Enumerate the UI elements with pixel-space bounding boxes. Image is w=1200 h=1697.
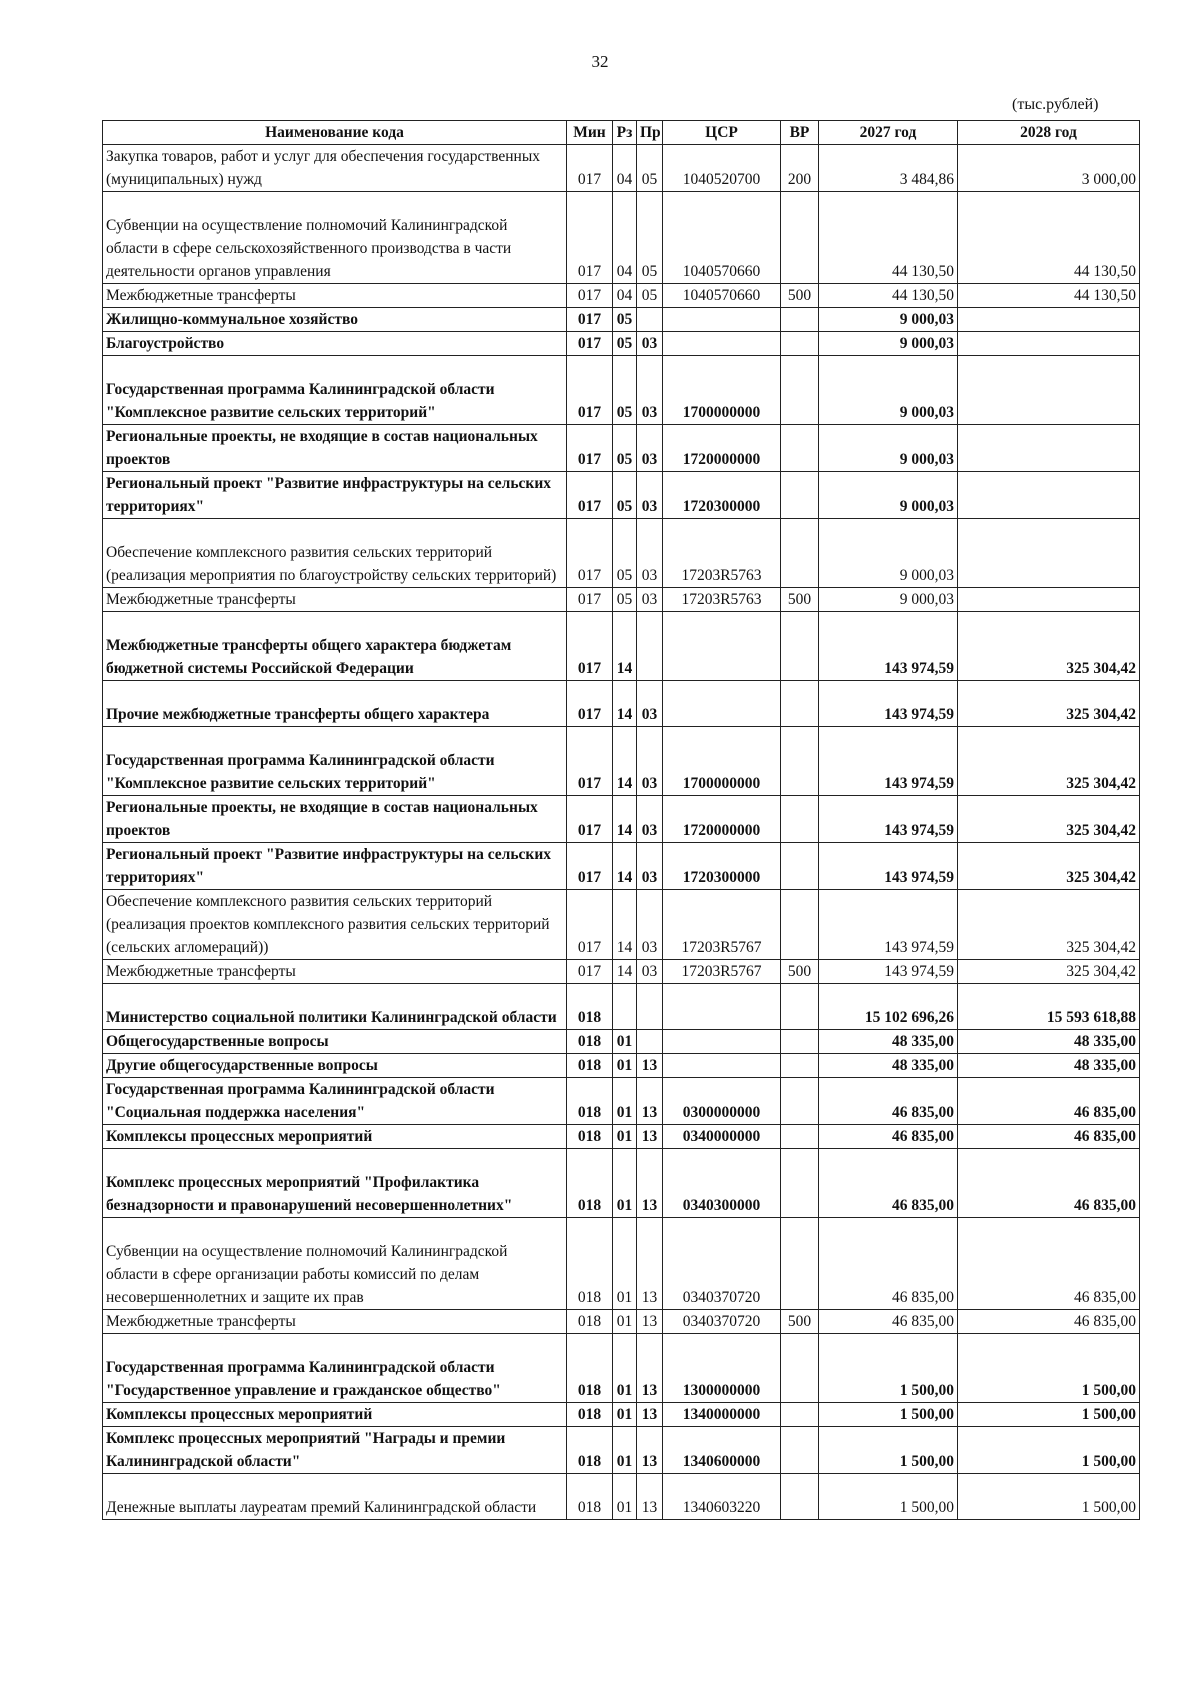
table-row [103, 425, 1140, 472]
cell-2028: 48 335,00 [958, 1054, 1140, 1078]
cell-2027: 46 835,00 [819, 1125, 958, 1149]
cell-2027: 44 130,50 [819, 284, 958, 308]
cell-name: Министерство социальной политики Калининградской области [103, 984, 567, 1030]
table-row [103, 1078, 1140, 1125]
cell-min: 018 [567, 984, 613, 1030]
col-header-2028: 2028 год [958, 121, 1140, 145]
cell-vr [781, 1218, 819, 1310]
cell-2028: 325 304,42 [958, 960, 1140, 984]
cell-2027: 9 000,03 [819, 425, 958, 472]
col-header-vr: ВР [781, 121, 819, 145]
cell-rz: 01 [613, 1427, 637, 1474]
table-row [103, 612, 1140, 681]
table-row [103, 1054, 1140, 1078]
table-row [103, 960, 1140, 984]
cell-min: 018 [567, 1054, 613, 1078]
cell-min: 017 [567, 332, 613, 356]
cell-min: 018 [567, 1030, 613, 1054]
cell-csr: 0340300000 [663, 1149, 781, 1218]
cell-min: 018 [567, 1427, 613, 1474]
cell-2027: 9 000,03 [819, 356, 958, 425]
cell-name: Прочие межбюджетные трансферты общего характера [103, 681, 567, 727]
cell-2028: 325 304,42 [958, 843, 1140, 890]
cell-vr [781, 356, 819, 425]
cell-2027: 44 130,50 [819, 192, 958, 284]
cell-name: Жилищно-коммунальное хозяйство [103, 308, 567, 332]
cell-rz: 05 [613, 472, 637, 519]
table-row [103, 984, 1140, 1030]
cell-pr: 13 [637, 1054, 663, 1078]
cell-pr: 05 [637, 192, 663, 284]
cell-pr: 05 [637, 284, 663, 308]
col-header-rz: Рз [613, 121, 637, 145]
cell-vr: 500 [781, 588, 819, 612]
cell-2027: 46 835,00 [819, 1218, 958, 1310]
cell-2028 [958, 425, 1140, 472]
cell-rz: 01 [613, 1054, 637, 1078]
cell-2028: 1 500,00 [958, 1403, 1140, 1427]
cell-csr: 17203R5763 [663, 588, 781, 612]
table-row [103, 1310, 1140, 1334]
cell-rz: 05 [613, 308, 637, 332]
cell-min: 017 [567, 890, 613, 960]
cell-csr: 0340370720 [663, 1218, 781, 1310]
table-row [103, 192, 1140, 284]
cell-vr [781, 472, 819, 519]
col-header-2027: 2027 год [819, 121, 958, 145]
cell-2028 [958, 308, 1140, 332]
cell-name: Региональные проекты, не входящие в состав национальных проектов [103, 425, 567, 472]
cell-min: 018 [567, 1310, 613, 1334]
cell-min: 018 [567, 1078, 613, 1125]
cell-name: Комплекс процессных мероприятий "Профилактика безнадзорности и правонарушений несовершеннолетних" [103, 1149, 567, 1218]
cell-vr [781, 843, 819, 890]
cell-min: 017 [567, 519, 613, 588]
cell-name: Обеспечение комплексного развития сельских территорий (реализация проектов комплексного развития сельских территорий (сельских агломераций)) [103, 890, 567, 960]
cell-min: 018 [567, 1218, 613, 1310]
cell-rz: 14 [613, 727, 637, 796]
cell-2027: 9 000,03 [819, 472, 958, 519]
cell-rz: 01 [613, 1149, 637, 1218]
cell-csr: 0340000000 [663, 1125, 781, 1149]
cell-min: 017 [567, 612, 613, 681]
cell-csr: 0300000000 [663, 1078, 781, 1125]
cell-vr [781, 1078, 819, 1125]
cell-name: Комплекс процессных мероприятий "Награды и премии Калининградской области" [103, 1427, 567, 1474]
cell-name: Межбюджетные трансферты [103, 1310, 567, 1334]
cell-vr [781, 332, 819, 356]
cell-pr: 05 [637, 145, 663, 192]
table-body [103, 145, 1140, 1520]
cell-name: Региональный проект "Развитие инфраструктуры на сельских территориях" [103, 843, 567, 890]
cell-name: Комплексы процессных мероприятий [103, 1125, 567, 1149]
cell-name: Государственная программа Калининградской области "Комплексное развитие сельских территорий" [103, 727, 567, 796]
cell-csr: 17203R5767 [663, 960, 781, 984]
cell-csr [663, 1030, 781, 1054]
cell-pr: 03 [637, 890, 663, 960]
cell-csr: 1720300000 [663, 843, 781, 890]
cell-rz: 01 [613, 1474, 637, 1520]
cell-csr: 1040520700 [663, 145, 781, 192]
cell-name: Межбюджетные трансферты общего характера бюджетам бюджетной системы Российской Федерации [103, 612, 567, 681]
cell-vr [781, 308, 819, 332]
cell-rz: 01 [613, 1403, 637, 1427]
cell-csr: 1300000000 [663, 1334, 781, 1403]
table-header-row [103, 121, 1140, 145]
table-row [103, 1218, 1140, 1310]
table-row [103, 1149, 1140, 1218]
cell-min: 018 [567, 1149, 613, 1218]
col-header-min: Мин [567, 121, 613, 145]
cell-2027: 143 974,59 [819, 843, 958, 890]
table-row [103, 890, 1140, 960]
cell-2027: 46 835,00 [819, 1149, 958, 1218]
cell-min: 017 [567, 843, 613, 890]
cell-pr: 13 [637, 1474, 663, 1520]
cell-rz: 04 [613, 192, 637, 284]
cell-csr [663, 332, 781, 356]
cell-csr: 1700000000 [663, 727, 781, 796]
cell-pr: 03 [637, 425, 663, 472]
cell-2028: 325 304,42 [958, 727, 1140, 796]
cell-name: Государственная программа Калининградской области "Комплексное развитие сельских территорий" [103, 356, 567, 425]
cell-2028: 325 304,42 [958, 890, 1140, 960]
table-row [103, 588, 1140, 612]
cell-2028: 325 304,42 [958, 612, 1140, 681]
cell-2028: 3 000,00 [958, 145, 1140, 192]
cell-2027: 48 335,00 [819, 1030, 958, 1054]
cell-rz: 01 [613, 1334, 637, 1403]
table-row [103, 472, 1140, 519]
cell-2027: 1 500,00 [819, 1334, 958, 1403]
cell-vr [781, 612, 819, 681]
cell-name: Межбюджетные трансферты [103, 284, 567, 308]
cell-rz: 14 [613, 843, 637, 890]
cell-rz: 14 [613, 612, 637, 681]
cell-vr [781, 984, 819, 1030]
cell-csr [663, 681, 781, 727]
cell-pr: 13 [637, 1149, 663, 1218]
cell-csr: 1040570660 [663, 192, 781, 284]
cell-vr: 500 [781, 1310, 819, 1334]
cell-2027: 9 000,03 [819, 332, 958, 356]
cell-name: Другие общегосударственные вопросы [103, 1054, 567, 1078]
cell-2027: 143 974,59 [819, 727, 958, 796]
cell-csr: 1720300000 [663, 472, 781, 519]
table-row [103, 519, 1140, 588]
cell-2027: 46 835,00 [819, 1078, 958, 1125]
table-row [103, 1125, 1140, 1149]
cell-min: 017 [567, 727, 613, 796]
cell-pr: 03 [637, 796, 663, 843]
cell-name: Субвенции на осуществление полномочий Калининградской области в сфере организации работы комиссий по делам несовершеннолетних и защите их прав [103, 1218, 567, 1310]
cell-2027: 143 974,59 [819, 796, 958, 843]
cell-vr [781, 727, 819, 796]
table-row [103, 284, 1140, 308]
cell-rz: 04 [613, 145, 637, 192]
table-row [103, 356, 1140, 425]
units-label: (тыс.рублей) [1012, 96, 1099, 113]
table-row [103, 332, 1140, 356]
cell-pr: 03 [637, 332, 663, 356]
cell-2028: 46 835,00 [958, 1310, 1140, 1334]
cell-2028: 15 593 618,88 [958, 984, 1140, 1030]
col-header-pr: Пр [637, 121, 663, 145]
cell-csr [663, 308, 781, 332]
table-row [103, 796, 1140, 843]
cell-min: 018 [567, 1474, 613, 1520]
cell-name: Межбюджетные трансферты [103, 960, 567, 984]
cell-pr: 13 [637, 1218, 663, 1310]
cell-rz: 14 [613, 681, 637, 727]
col-header-csr: ЦСР [663, 121, 781, 145]
cell-pr: 03 [637, 519, 663, 588]
cell-min: 017 [567, 425, 613, 472]
cell-vr [781, 519, 819, 588]
cell-pr: 13 [637, 1125, 663, 1149]
cell-csr: 1340000000 [663, 1403, 781, 1427]
cell-min: 017 [567, 145, 613, 192]
cell-vr [781, 681, 819, 727]
cell-name: Закупка товаров, работ и услуг для обеспечения государственных (муниципальных) нужд [103, 145, 567, 192]
cell-2028 [958, 356, 1140, 425]
cell-name: Межбюджетные трансферты [103, 588, 567, 612]
cell-2027: 15 102 696,26 [819, 984, 958, 1030]
cell-2028: 1 500,00 [958, 1427, 1140, 1474]
cell-rz: 01 [613, 1078, 637, 1125]
cell-min: 018 [567, 1403, 613, 1427]
cell-csr: 17203R5763 [663, 519, 781, 588]
cell-2028 [958, 588, 1140, 612]
cell-2028: 46 835,00 [958, 1149, 1140, 1218]
cell-pr: 03 [637, 960, 663, 984]
cell-2027: 143 974,59 [819, 612, 958, 681]
cell-min: 017 [567, 284, 613, 308]
cell-vr: 500 [781, 960, 819, 984]
table-row [103, 681, 1140, 727]
cell-csr [663, 984, 781, 1030]
cell-vr [781, 1149, 819, 1218]
cell-vr [781, 1125, 819, 1149]
cell-2028: 1 500,00 [958, 1334, 1140, 1403]
cell-name: Региональные проекты, не входящие в состав национальных проектов [103, 796, 567, 843]
cell-name: Общегосударственные вопросы [103, 1030, 567, 1054]
table-row [103, 145, 1140, 192]
cell-pr: 03 [637, 472, 663, 519]
cell-pr [637, 1030, 663, 1054]
cell-csr: 0340370720 [663, 1310, 781, 1334]
cell-pr: 13 [637, 1403, 663, 1427]
cell-csr: 1700000000 [663, 356, 781, 425]
cell-rz: 14 [613, 960, 637, 984]
cell-pr: 13 [637, 1078, 663, 1125]
table-row [103, 843, 1140, 890]
table-row [103, 1474, 1140, 1520]
cell-2028: 1 500,00 [958, 1474, 1140, 1520]
cell-vr [781, 192, 819, 284]
cell-2027: 9 000,03 [819, 588, 958, 612]
table-row [103, 1334, 1140, 1403]
cell-2027: 143 974,59 [819, 960, 958, 984]
cell-rz: 04 [613, 284, 637, 308]
cell-csr: 1720000000 [663, 796, 781, 843]
table-row [103, 1427, 1140, 1474]
cell-2027: 48 335,00 [819, 1054, 958, 1078]
cell-rz: 05 [613, 588, 637, 612]
cell-2028: 325 304,42 [958, 796, 1140, 843]
cell-pr: 03 [637, 588, 663, 612]
table-row [103, 1030, 1140, 1054]
cell-name: Государственная программа Калининградской области "Государственное управление и гражданское общество" [103, 1334, 567, 1403]
table-row [103, 1403, 1140, 1427]
table-row [103, 308, 1140, 332]
cell-2028: 325 304,42 [958, 681, 1140, 727]
cell-min: 017 [567, 356, 613, 425]
cell-pr [637, 612, 663, 681]
cell-2027: 1 500,00 [819, 1427, 958, 1474]
cell-pr: 03 [637, 681, 663, 727]
cell-vr [781, 425, 819, 472]
page-number: 32 [591, 52, 609, 71]
cell-2028: 48 335,00 [958, 1030, 1140, 1054]
cell-csr: 1040570660 [663, 284, 781, 308]
col-header-name: Наименование кода [103, 121, 567, 145]
cell-vr [781, 1030, 819, 1054]
cell-pr: 13 [637, 1310, 663, 1334]
cell-vr: 500 [781, 284, 819, 308]
cell-vr [781, 1054, 819, 1078]
cell-csr: 1720000000 [663, 425, 781, 472]
cell-rz: 01 [613, 1030, 637, 1054]
cell-2027: 46 835,00 [819, 1310, 958, 1334]
cell-vr [781, 1427, 819, 1474]
cell-name: Обеспечение комплексного развития сельских территорий (реализация мероприятия по благоустройству сельских территорий) [103, 519, 567, 588]
cell-vr [781, 1403, 819, 1427]
cell-min: 018 [567, 1334, 613, 1403]
cell-pr: 13 [637, 1334, 663, 1403]
cell-min: 017 [567, 192, 613, 284]
cell-2027: 1 500,00 [819, 1474, 958, 1520]
cell-min: 018 [567, 1125, 613, 1149]
cell-rz [613, 984, 637, 1030]
cell-rz: 05 [613, 332, 637, 356]
cell-2027: 9 000,03 [819, 519, 958, 588]
cell-vr [781, 1334, 819, 1403]
cell-name: Региональный проект "Развитие инфраструктуры на сельских территориях" [103, 472, 567, 519]
cell-min: 017 [567, 588, 613, 612]
cell-2027: 143 974,59 [819, 890, 958, 960]
cell-pr: 03 [637, 843, 663, 890]
cell-min: 017 [567, 796, 613, 843]
cell-pr: 03 [637, 356, 663, 425]
cell-min: 017 [567, 960, 613, 984]
cell-2027: 3 484,86 [819, 145, 958, 192]
cell-rz: 01 [613, 1218, 637, 1310]
cell-name: Субвенции на осуществление полномочий Калининградской области в сфере сельскохозяйственного производства в части деятельности органов управления [103, 192, 567, 284]
cell-2027: 9 000,03 [819, 308, 958, 332]
table-row [103, 727, 1140, 796]
cell-pr [637, 308, 663, 332]
cell-2028 [958, 519, 1140, 588]
budget-table [102, 120, 1140, 1520]
cell-2027: 1 500,00 [819, 1403, 958, 1427]
cell-csr: 1340603220 [663, 1474, 781, 1520]
cell-min: 017 [567, 681, 613, 727]
cell-csr: 1340600000 [663, 1427, 781, 1474]
cell-min: 017 [567, 308, 613, 332]
cell-csr [663, 1054, 781, 1078]
cell-pr [637, 984, 663, 1030]
cell-name: Денежные выплаты лауреатам премий Калининградской области [103, 1474, 567, 1520]
cell-2028: 46 835,00 [958, 1078, 1140, 1125]
cell-rz: 05 [613, 425, 637, 472]
cell-2028: 46 835,00 [958, 1218, 1140, 1310]
cell-vr [781, 796, 819, 843]
cell-rz: 14 [613, 890, 637, 960]
cell-name: Благоустройство [103, 332, 567, 356]
cell-2028 [958, 332, 1140, 356]
cell-csr [663, 612, 781, 681]
cell-rz: 14 [613, 796, 637, 843]
cell-rz: 05 [613, 356, 637, 425]
cell-name: Комплексы процессных мероприятий [103, 1403, 567, 1427]
cell-2027: 143 974,59 [819, 681, 958, 727]
cell-csr: 17203R5767 [663, 890, 781, 960]
cell-pr: 13 [637, 1427, 663, 1474]
cell-rz: 01 [613, 1125, 637, 1149]
cell-name: Государственная программа Калининградской области "Социальная поддержка населения" [103, 1078, 567, 1125]
cell-2028: 44 130,50 [958, 192, 1140, 284]
cell-2028: 46 835,00 [958, 1125, 1140, 1149]
cell-2028: 44 130,50 [958, 284, 1140, 308]
cell-vr [781, 1474, 819, 1520]
cell-min: 017 [567, 472, 613, 519]
cell-rz: 05 [613, 519, 637, 588]
cell-2028 [958, 472, 1140, 519]
cell-vr: 200 [781, 145, 819, 192]
cell-rz: 01 [613, 1310, 637, 1334]
cell-pr: 03 [637, 727, 663, 796]
cell-vr [781, 890, 819, 960]
